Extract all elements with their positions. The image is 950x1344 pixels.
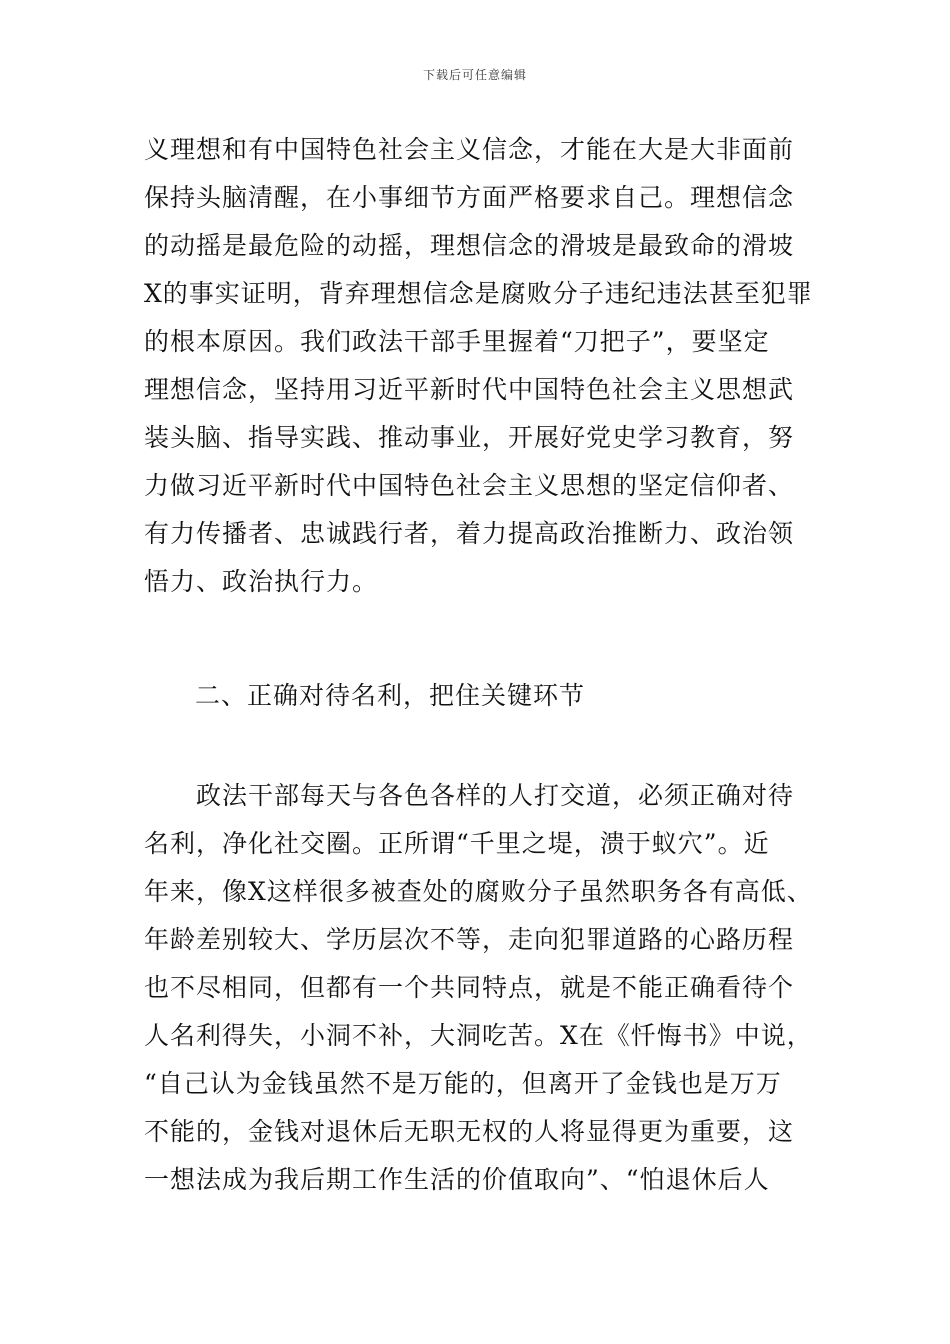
paragraph-line: 理想信念，坚持用习近平新时代中国特色社会主义思想武 xyxy=(144,375,795,404)
paragraph-line: 政法干部每天与各色各样的人打交道，必须正确对待 xyxy=(144,781,795,810)
paragraph-line: 年来，像X这样很多被查处的腐败分子虽然职务各有高低、 xyxy=(144,877,813,906)
paragraph-line: 名利，净化社交圈。正所谓“千里之堤，溃于蚁穴”。近 xyxy=(144,829,770,858)
paragraph-line: 的动摇是最危险的动摇，理想信念的滑坡是最致命的滑坡 xyxy=(144,231,795,260)
paragraph-line: 悟力、政治执行力。 xyxy=(144,567,379,596)
paragraph-line: 义理想和有中国特色社会主义信念，才能在大是大非面前 xyxy=(144,135,795,164)
paragraph-line: 不能的，金钱对退休后无职无权的人将显得更为重要，这 xyxy=(144,1117,795,1146)
paragraph-line: X的事实证明，背弃理想信念是腐败分子违纪违法甚至犯罪 xyxy=(144,279,813,308)
section-heading: 二、正确对待名利，把住关键环节 xyxy=(195,681,586,710)
paragraph-line: 力做习近平新时代中国特色社会主义思想的坚定信仰者、 xyxy=(144,471,795,500)
paragraph-1 xyxy=(144,126,814,606)
paragraph-line: “自己认为金钱虽然不是万能的，但离开了金钱也是万万 xyxy=(144,1069,782,1098)
paragraph-line: 年龄差别较大、学历层次不等，走向犯罪道路的心路历程 xyxy=(144,925,795,954)
paragraph-line: 装头脑、指导实践、推动事业，开展好党史学习教育，努 xyxy=(144,423,795,452)
paragraph-line: 的根本原因。我们政法干部手里握着“刀把子”，要坚定 xyxy=(144,327,770,356)
paragraph-line: 人名利得失，小洞不补，大洞吃苦。X在《忏悔书》中说， xyxy=(144,1021,813,1050)
paragraph-line: 一想法成为我后期工作生活的价值取向”、“怕退休后人 xyxy=(144,1165,770,1194)
paragraph-line: 有力传播者、忠诚践行者，着力提高政治推断力、政治领 xyxy=(144,519,795,548)
page-header-note: 下载后可任意编辑 xyxy=(422,68,527,82)
paragraph-line: 也不尽相同，但都有一个共同特点，就是不能正确看待个 xyxy=(144,973,795,1002)
paragraph-line: 保持头脑清醒，在小事细节方面严格要求自己。理想信念 xyxy=(144,183,795,212)
paragraph-2 xyxy=(144,772,814,1204)
